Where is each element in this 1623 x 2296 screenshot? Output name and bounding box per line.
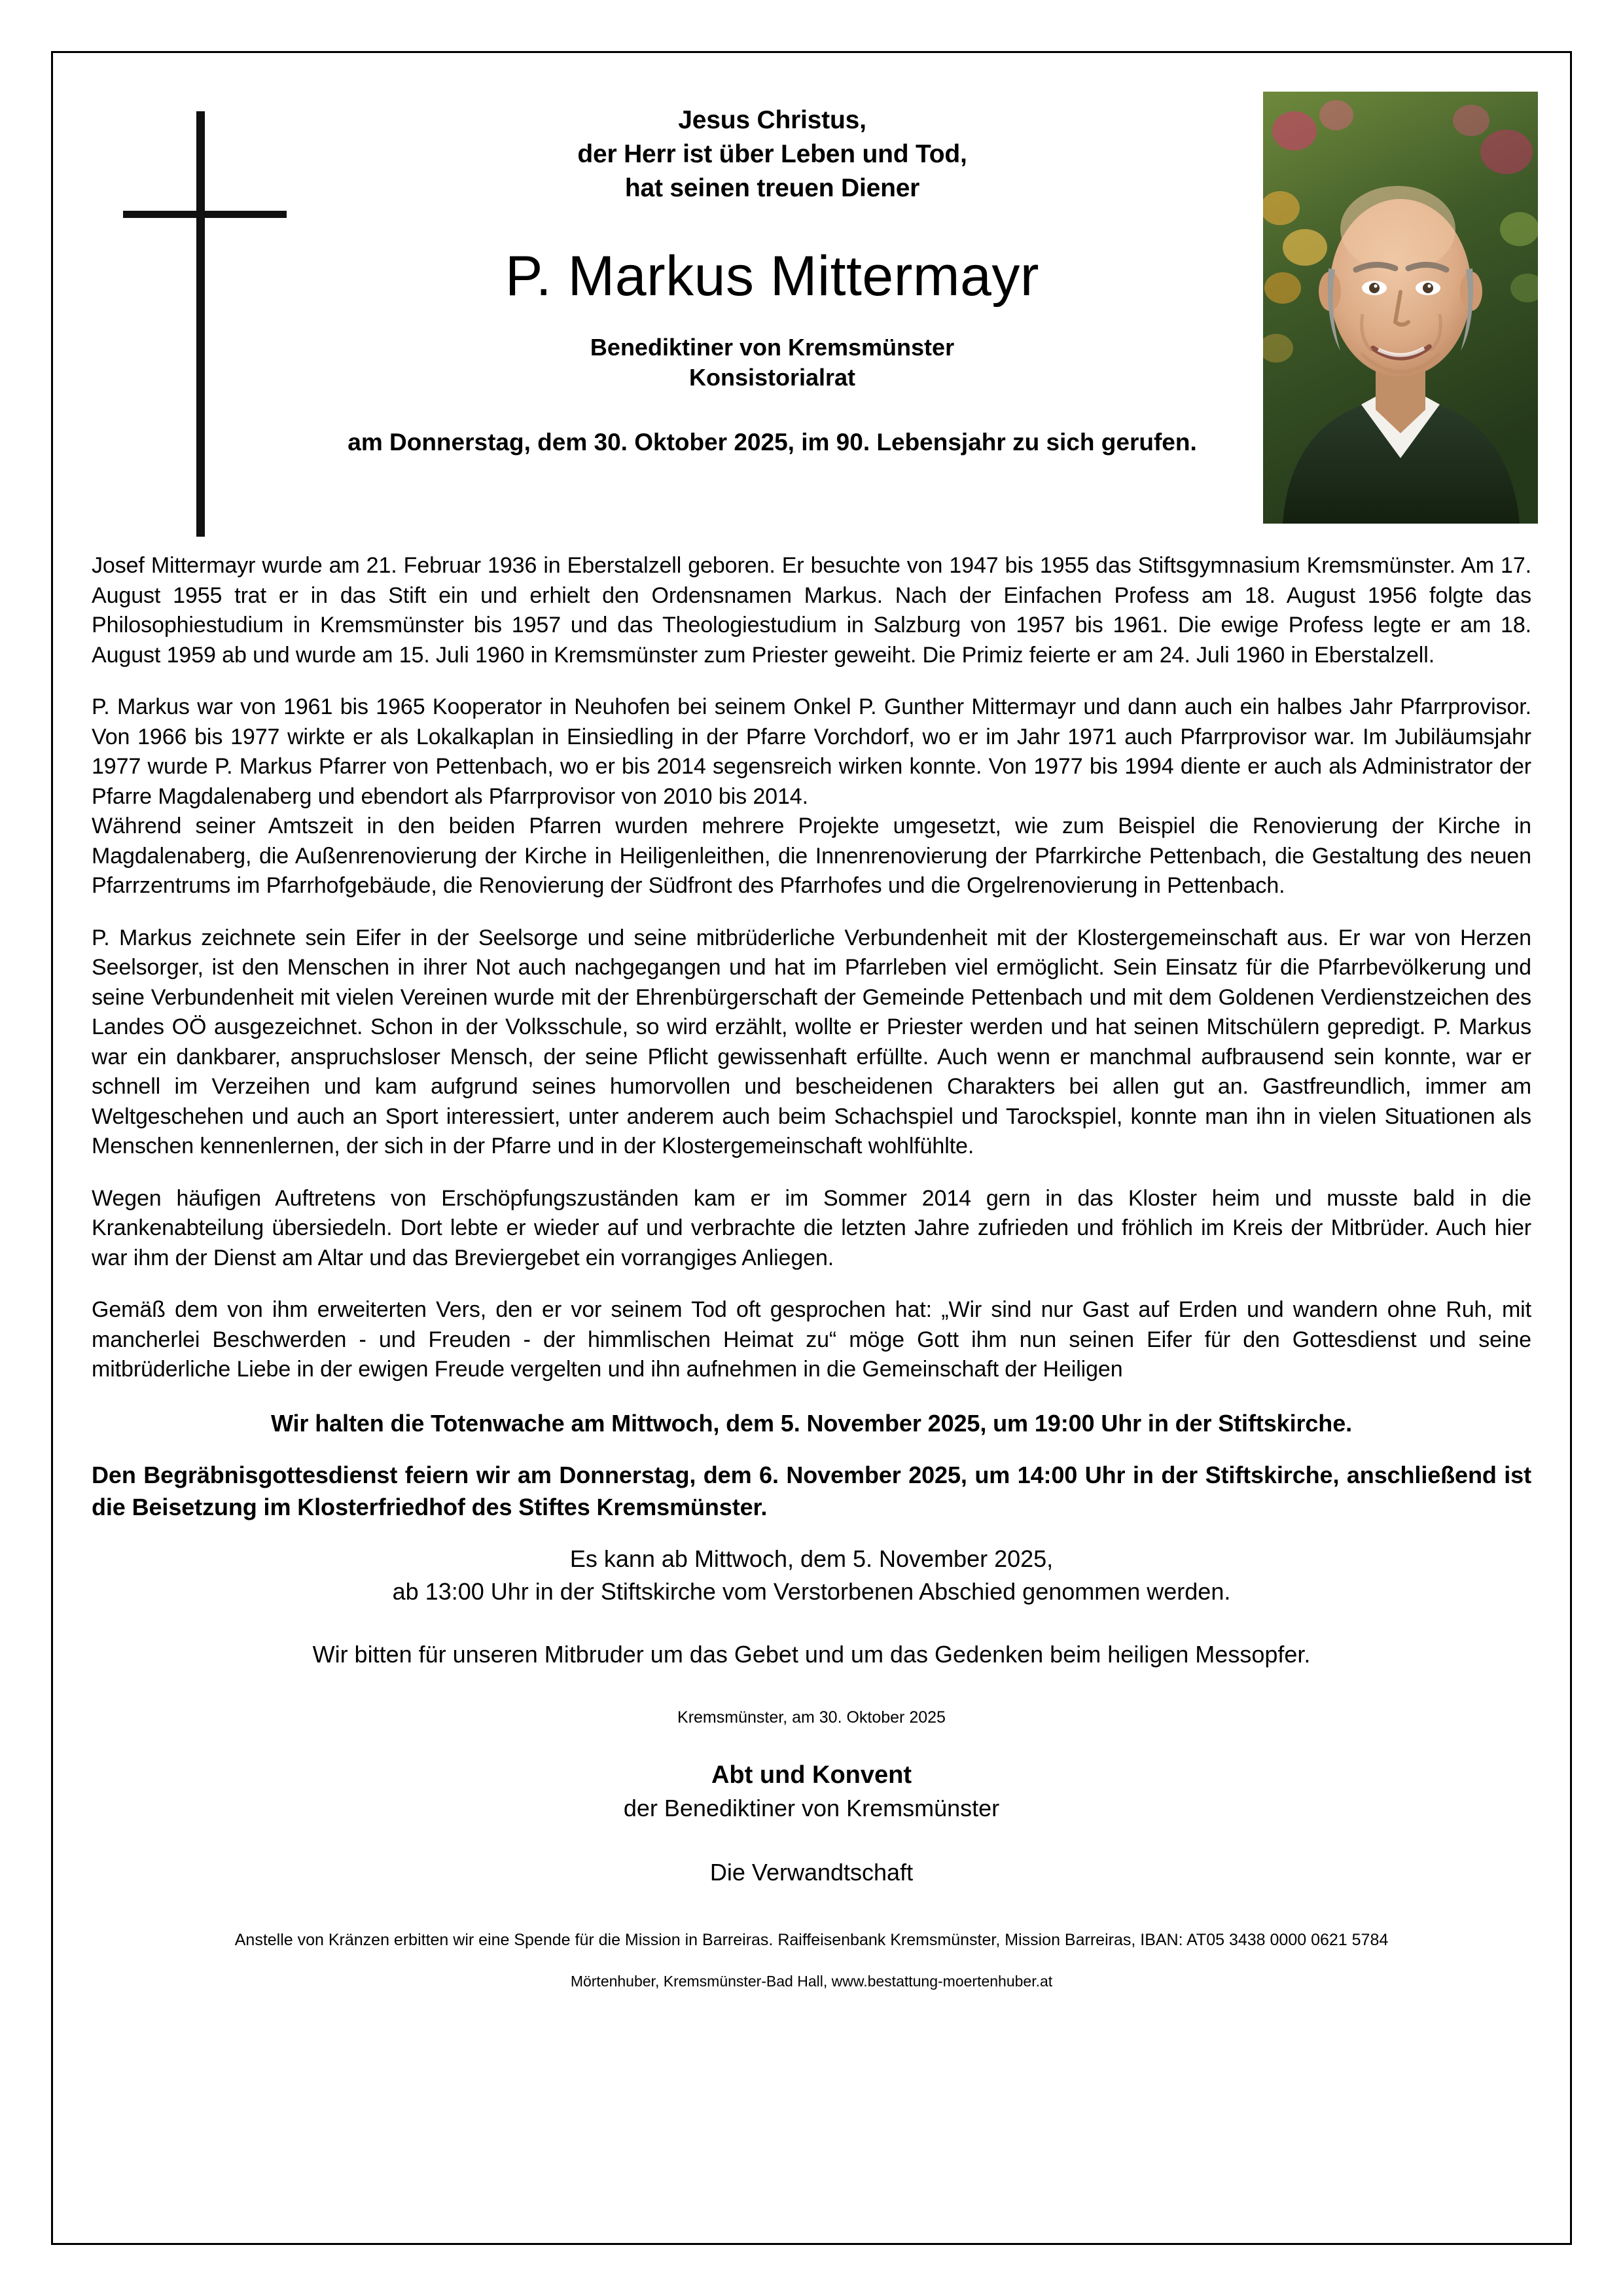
death-date-line: am Donnerstag, dem 30. Oktober 2025, im 90. Lebensjahr zu sich gerufen.: [348, 429, 1197, 456]
latin-cross-icon: [111, 111, 308, 543]
deceased-titles: [308, 332, 1237, 393]
prayer-request: Wir bitten für unseren Mitbruder um das Gebet und um das Gedenken beim heiligen Messopfer.: [312, 1640, 1311, 1668]
header-text-block: [308, 79, 1237, 458]
bio-paragraph: P. Markus zeichnete sein Eifer in der Seelsorge und seine mitbrüderliche Verbundenheit mit der Klostergemeinschaft aus. Er war von Herzen Seelsorger, ist den Menschen in ihrer Not auch nachgegangen und hat im Pfarrleben viel ermöglicht. Sein Einsatz für die Pfarrbevölkerung und seine Verbundenheit mit vielen Vereinen wurde mit der Ehrenbürgerschaft der Gemeinde Pettenbach und mit dem Goldenen Verdienstzeichen des Landes OÖ ausgezeichnet. Schon in der Volksschule, so wird erzählt, wollte er Priester werden und hat seinen Mitschülern gepredigt. P. Markus war ein dankbarer, anspruchsloser Mensch, der seine Pflicht gewissenhaft erfüllte. Auch wenn er manchmal aufbrausend sein konnte, war er schnell im Verzeihen und kam aufgrund seines humorvollen und bescheidenen Charakters bei allen gut an. Gastfreundlich, immer am Weltgeschehen und auch an Sport interessiert, unter anderem auch beim Schachspiel und Tarockspiel, konnte man ihn in vielen Situationen als Menschen kennenlernen, der sich in der Pfarre und in der Klostergemeinschaft wohlfühlte.: [92, 925, 1531, 1158]
signer-subtitle: der Benediktiner von Kremsmünster: [623, 1794, 1000, 1821]
bio-paragraph: Gemäß dem von ihm erweiterten Vers, den er vor seinem Tod oft gesprochen hat: „Wir sind nur Gast auf Erden und wandern ohne Ruh, mit mancherlei Beschwerden - und Freuden - der himmlischen Heimat zu“ möge Gott ihm nun seinen Eifer für den Gottesdienst und seine mitbrüderliche Liebe in der ewigen Freude vergelten und ihn aufnehmen in die Gemeinschaft der Heiligen: [92, 1297, 1531, 1382]
intro-line-2: der Herr ist über Leben und Tod,: [577, 140, 967, 168]
bio-paragraph: Wegen häufigen Auftretens von Erschöpfungszuständen kam er im Sommer 2014 gern in das Kloster heim und musste bald in die Krankenabteilung übersiedeln. Dort lebte er wieder auf und verbrachte die letzten Jahre zufrieden und fröhlich im Kreis der Mitbrüder. Auch hier war ihm der Dienst am Altar und das Breviergebet ein vorrangiges Anliegen.: [92, 1185, 1531, 1270]
viewing-line-1: Es kann ab Mittwoch, dem 5. November 2025,: [569, 1545, 1054, 1572]
signature-block: [92, 1706, 1531, 1888]
vigil-announcement: Wir halten die Totenwache am Mittwoch, dem 5. November 2025, um 19:00 Uhr in der Stiftskirche.: [270, 1409, 1353, 1437]
title-line-2: Konsistorialrat: [688, 364, 856, 391]
deceased-name: P. Markus Mittermayr: [505, 245, 1039, 308]
relatives-line: Die Verwandtschaft: [709, 1858, 914, 1886]
footer: [92, 1929, 1531, 1992]
intro-line-3: hat seinen treuen Diener: [624, 174, 920, 202]
intro-text: [308, 103, 1237, 206]
announcements: [92, 1407, 1531, 1671]
bio-paragraph: Josef Mittermayr wurde am 21. Februar 1936 in Eberstalzell geboren. Er besuchte von 1947 bis 1955 das Stiftsgymnasium Kremsmünster. Am 17. August 1955 trat er in das Stift ein und erhielt den Ordensnamen Markus. Nach der Einfachen Profess am 18. August 1956 folgte das Philosophiestudium in Kremsmünster bis 1957 und das Theologiestudium in Salzburg von 1957 bis 1961. Die ewige Profess legte er am 18. August 1959 ab und wurde am 15. Juli 1960 in Kremsmünster zum Priester geweiht. Die Primiz feierte er am 24. Juli 1960 in Eberstalzell.: [92, 553, 1531, 668]
viewing-announcement: [92, 1543, 1531, 1608]
undertaker-credit: Mörtenhuber, Kremsmünster-Bad Hall, www.bestattung-moertenhuber.at: [570, 1972, 1053, 1990]
title-line-1: Benediktiner von Kremsmünster: [590, 334, 955, 361]
portrait-photo: [1263, 92, 1538, 524]
header: [92, 79, 1531, 537]
card-content: [92, 79, 1531, 1992]
funeral-announcement: Den Begräbnisgottesdienst feiern wir am Donnerstag, dem 6. November 2025, um 14:00 Uhr in der Stiftskirche, anschließend ist die Beisetzung im Klosterfriedhof des Stiftes Kremsmünster.: [92, 1461, 1531, 1520]
bio-paragraph: Während seiner Amtszeit in den beiden Pfarren wurden mehrere Projekte umgesetzt, wie zum Beispiel die Renovierung der Kirche in Magdalenaberg, die Außenrenovierung der Kirche in Heiligenleithen, die Innenrenovierung der Pfarrkirche Pettenbach, die Gestaltung des neuen Pfarrzentrums im Pfarrhofgebäude, die Renovierung der Südfront des Pfarrhofes und die Orgelrenovierung in Pettenbach.: [92, 814, 1531, 898]
bio-paragraph: P. Markus war von 1961 bis 1965 Kooperator in Neuhofen bei seinem Onkel P. Gunther Mittermayr und dann auch ein halbes Jahr Pfarrprovisor. Von 1966 bis 1977 wirkte er als Lokalkaplan in Einsiedling in der Pfarre Vorchdorf, wo er im Jahr 1971 auch Pfarrprovisor war. Im Jubiläumsjahr 1977 wurde P. Markus Pfarrer von Pettenbach, wo er bis 2014 segensreich wirken konnte. Von 1977 bis 1994 diente er auch als Administrator der Pfarre Magdalenaberg und ebendort als Pfarrprovisor von 2010 bis 2014.: [92, 694, 1531, 809]
biography: [92, 551, 1531, 1385]
intro-line-1: Jesus Christus,: [678, 106, 866, 134]
signer-name: Abt und Konvent: [711, 1761, 912, 1789]
viewing-line-2: ab 13:00 Uhr in der Stiftskirche vom Verstorbenen Abschied genommen werden.: [392, 1577, 1231, 1605]
donation-note: Anstelle von Kränzen erbitten wir eine Spende für die Mission in Barreiras. Raiffeisenbank Kremsmünster, Mission Barreiras, IBAN: AT05 3438 0000 0621 5784: [234, 1930, 1389, 1949]
place-and-date: Kremsmünster, am 30. Oktober 2025: [677, 1708, 946, 1727]
